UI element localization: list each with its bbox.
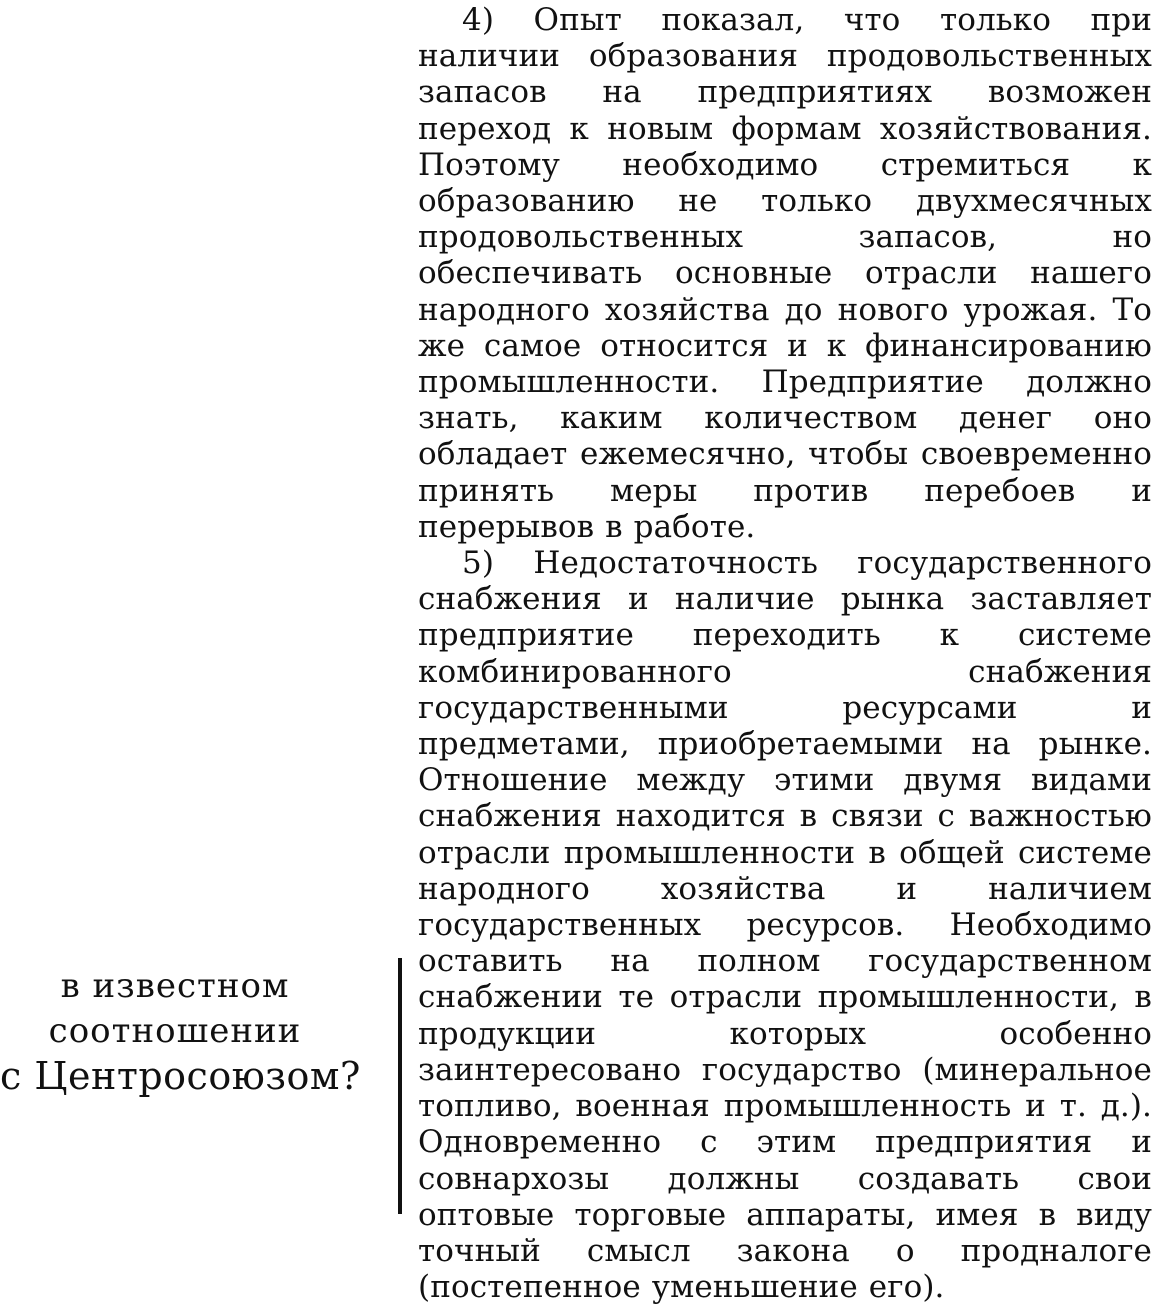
main-text-column — [418, 2, 1152, 1305]
margin-note-line: в известном — [60, 966, 290, 1006]
paragraph-4: 4) Опыт показал, что только при наличии образования продовольственных запасов на предприятиях возможен переход к новым формам хозяйствования. Поэтому необходимо стремиться к образованию не только двухмесячных продовольственных запасов, но обеспечивать основные отрасли нашего народного хозяйства до нового урожая. То же самое относится и к финансированию промышленности. Предприятие должно знать, каким количеством денег оно обладает ежемесячно, чтобы своевременно принять меры против перебоев и перерывов в работе. — [418, 2, 1152, 545]
margin-note-line: соотношении — [48, 1011, 302, 1051]
margin-note — [0, 964, 361, 1099]
paragraph-5: 5) Недостаточность государственного снабжения и наличие рынка заставляет предприятие переходить к системе комбинированного снабжения государственными ресурсами и предметами, приобретаемыми на рынке. Отношение между этими двумя видами снабжения находится в связи с важностью отрасли промышленности в общей системе народного хозяйства и наличием государственных ресурсов. Необходимо оставить на полном государственном снабжении те отрасли промышленности, в продукции которых особенно заинтересовано государство (минеральное топливо, военная промышленность и т. д.). Одновременно с этим предприятия и совнархозы должны создавать свои оптовые торговые аппараты, имея в виду точный смысл закона о продналоге (постепенное уменьшение его). — [418, 545, 1152, 1305]
margin-note-line: с Центросоюзом? — [0, 1054, 361, 1098]
margin-vertical-rule — [398, 958, 402, 1214]
